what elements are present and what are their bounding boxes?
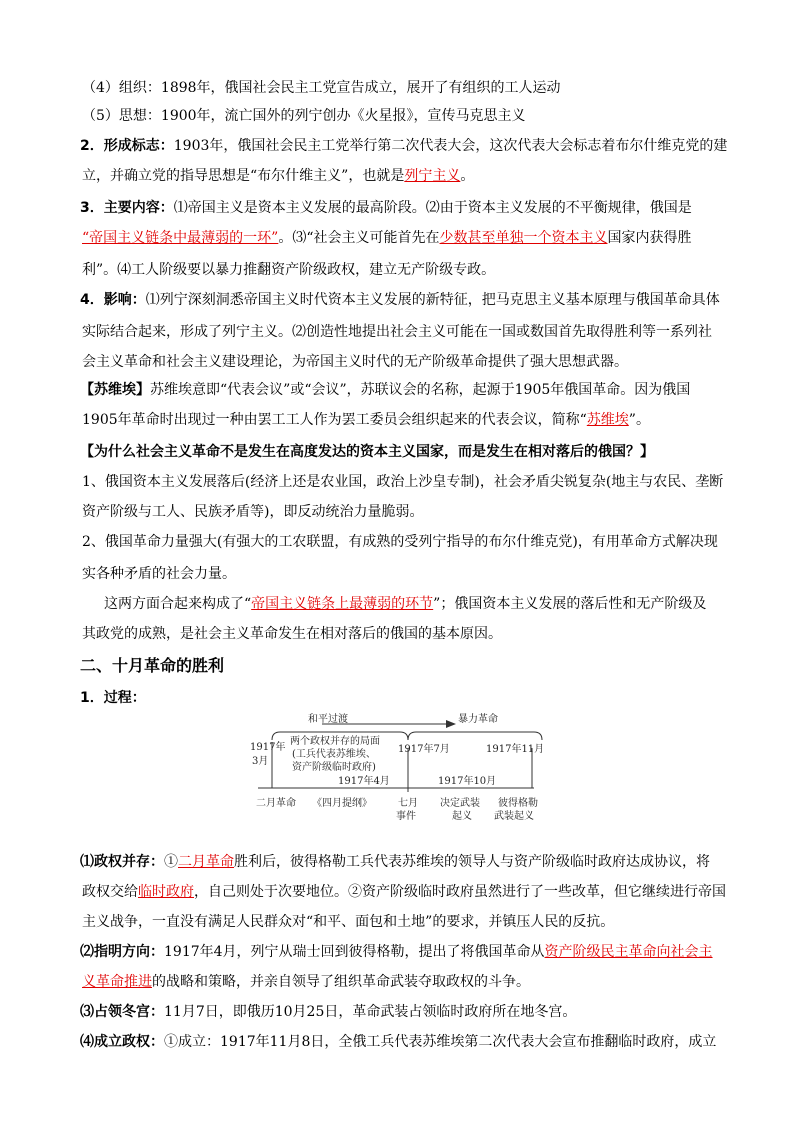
highlight-soviet: 苏维埃: [586, 412, 629, 428]
event-april-theses: 《四月提纲》: [312, 798, 372, 809]
regime-text: ①成立：1917年11月8日，全俄工兵代表苏维埃第二次代表大会宣布推翻临时政府，成立: [164, 1034, 717, 1050]
sign-text: 1903年，俄国社会民主工党举行第二次代表大会，这次代表大会标志着布尔什维克党的建: [173, 138, 728, 154]
process-label: 1．过程：: [80, 690, 146, 706]
content-label: 3．主要内容：: [80, 200, 174, 216]
direction-line-1: [80, 942, 730, 962]
violent-label: 暴力革命: [458, 714, 498, 725]
dual-line-1: [80, 852, 730, 872]
dual-label: ⑴政权并存：: [80, 854, 164, 870]
date-november: 1917年11月: [486, 744, 545, 755]
sign-text: 。: [460, 168, 475, 184]
why-p3-line-1: [104, 594, 754, 614]
event-petrograd-1: 彼得格勒: [498, 798, 538, 809]
palace-text: 11月7日，即俄历10月25日，革命武装占领临时政府所在地冬宫。: [164, 1004, 577, 1020]
highlight-weakest-link: “帝国主义链条中最薄弱的一环”: [82, 230, 279, 246]
date-july: 1917年7月: [398, 744, 450, 755]
highlight-transition-2: 义革命推进: [82, 974, 152, 990]
peaceful-label: 和平过渡: [308, 714, 348, 725]
regime-line: [80, 1032, 730, 1052]
dual-line-3: 主义战争，一直没有满足人民群众对“和平、面包和土地”的要求，并镇压人民的反抗。: [82, 914, 615, 930]
influence-label: 4．影响：: [80, 292, 146, 308]
direction-text: 的战略和策略，并亲自领导了组织革命武装夺取政权的斗争。: [152, 974, 530, 990]
content-text: 国家内获得胜: [607, 230, 692, 246]
item-organization: （4）组织：1898年，俄国社会民主工党宣告成立，展开了有组织的工人运动: [82, 80, 561, 96]
arrow-head: [446, 720, 456, 728]
soviet-text: 1905年革命时出现过一种由罢工工人作为罢工委员会组织起来的代表会议，简称“: [82, 412, 587, 428]
event-february-revolution: 二月革命: [256, 798, 296, 809]
dual-text: 政权交给: [82, 884, 138, 900]
soviet-text: 苏维埃意即“代表会议”或“会议”，苏联议会的名称，起源于1905年俄国革命。因为俄国: [150, 382, 691, 398]
dual-power-line-1: 两个政权并存的局面: [290, 736, 380, 747]
dual-line-2: [82, 882, 732, 902]
why-p2-line-1: 2、俄国革命力量强大(有强大的工农联盟，有成熟的受列宁指导的布尔什维克党)，有用革命方式解决现: [82, 534, 718, 550]
highlight-provisional-gov: 临时政府: [138, 884, 194, 900]
event-july-1: 七月: [398, 798, 418, 809]
highlight-weakest-link-2: 帝国主义链条上最薄弱的环节: [251, 596, 434, 612]
highlight-leninism: 列宁主义: [404, 168, 461, 184]
dual-power-line-2: (工兵代表苏维埃、: [292, 749, 376, 760]
influence-line-2: 实际结合起来，形成了列宁主义。⑵创造性地提出社会主义可能在一国或数国首先取得胜利等一系列社: [82, 324, 712, 340]
sign-line-2: [82, 166, 732, 186]
why-text: ”；俄国资本主义发展的落后性和无产阶级及: [433, 596, 707, 612]
dual-power-line-3: 资产阶级临时政府): [292, 762, 376, 773]
why-p3-line-2: 其政党的成熟，是社会主义革命发生在相对落后的俄国的基本原因。: [82, 626, 502, 642]
highlight-transition: 资产阶级民主革命向社会主: [544, 944, 713, 960]
event-july-2: 事件: [396, 811, 416, 822]
palace-label: ⑶占领冬宫：: [80, 1004, 164, 1020]
date-march-year: 1917年: [250, 742, 286, 753]
influence-text: ⑴列宁深刻洞悉帝国主义时代资本主义发展的新特征，把马克思主义基本原理与俄国革命具体: [145, 292, 720, 308]
date-october: 1917年10月: [438, 776, 497, 787]
date-march-month: 3月: [252, 756, 269, 767]
event-decide-2: 起义: [452, 811, 472, 822]
item-thought: （5）思想：1900年，流亡国外的列宁创办《火星报》，宣传马克思主义: [82, 108, 526, 124]
why-question: 【为什么社会主义革命不是发生在高度发达的资本主义国家，而是发生在相对落后的俄国？】: [80, 444, 654, 460]
highlight-february: 二月革命: [178, 854, 234, 870]
content-text: 。⑶“社会主义可能首先在: [278, 230, 440, 246]
direction-label: ⑵指明方向：: [80, 944, 164, 960]
palace-line: [80, 1002, 730, 1022]
direction-text: 1917年4月，列宁从瑞士回到彼得格勒，提出了将俄国革命从: [164, 944, 545, 960]
sign-label: 2．形成标志：: [80, 138, 174, 154]
event-petrograd-2: 武装起义: [494, 811, 534, 822]
sign-line-1: [80, 136, 730, 156]
dual-text: ，自己则处于次要地位。②资产阶级临时政府虽然进行了一些改革，但它继续进行帝国: [194, 884, 726, 900]
dual-text: 胜利后，彼得格勒工兵代表苏维埃的领导人与资产阶级临时政府达成协议，将: [234, 854, 710, 870]
content-line-3: 利”。⑷工人阶级要以暴力推翻资产阶级政权，建立无产阶级专政。: [82, 262, 496, 278]
direction-line-2: [82, 972, 732, 992]
why-p1-line-2: 资产阶级与工人、民族矛盾等)，即反动统治力量脆弱。: [82, 504, 424, 520]
section-title: 二、十月革命的胜利: [80, 656, 225, 675]
violent-brace: [408, 732, 542, 740]
why-p1-line-1: 1、俄国资本主义发展落后(经济上还是农业国，政治上沙皇专制)，社会矛盾尖锐复杂(地主与农民、垄断: [82, 474, 724, 490]
content-text: ⑴帝国主义是资本主义发展的最高阶段。⑵由于资本主义发展的不平衡规律，俄国是: [173, 200, 692, 216]
why-p2-line-2: 实各种矛盾的社会力量。: [82, 566, 236, 582]
influence-line-3: 会主义革命和社会主义建设理论，为帝国主义时代的无产阶级革命提供了强大思想武器。: [82, 354, 628, 370]
content-line-2: [82, 228, 732, 248]
influence-line-1: [80, 290, 730, 310]
sign-text: 立，并确立党的指导思想是“布尔什维主义”，也就是: [82, 168, 405, 184]
content-line-1: [80, 198, 730, 218]
regime-label: ⑷成立政权：: [80, 1034, 164, 1050]
soviet-text: ”。: [628, 412, 650, 428]
soviet-label: 【苏维埃】: [80, 382, 150, 398]
event-decide-1: 决定武装: [440, 798, 480, 809]
dual-text: ①: [164, 854, 178, 870]
date-april: 1917年4月: [338, 776, 390, 787]
highlight-single-country: 少数甚至单独一个资本主义: [439, 230, 608, 246]
why-text: 这两方面合起来构成了“: [104, 596, 252, 612]
soviet-line-1: [80, 380, 730, 400]
soviet-line-2: [82, 410, 732, 430]
